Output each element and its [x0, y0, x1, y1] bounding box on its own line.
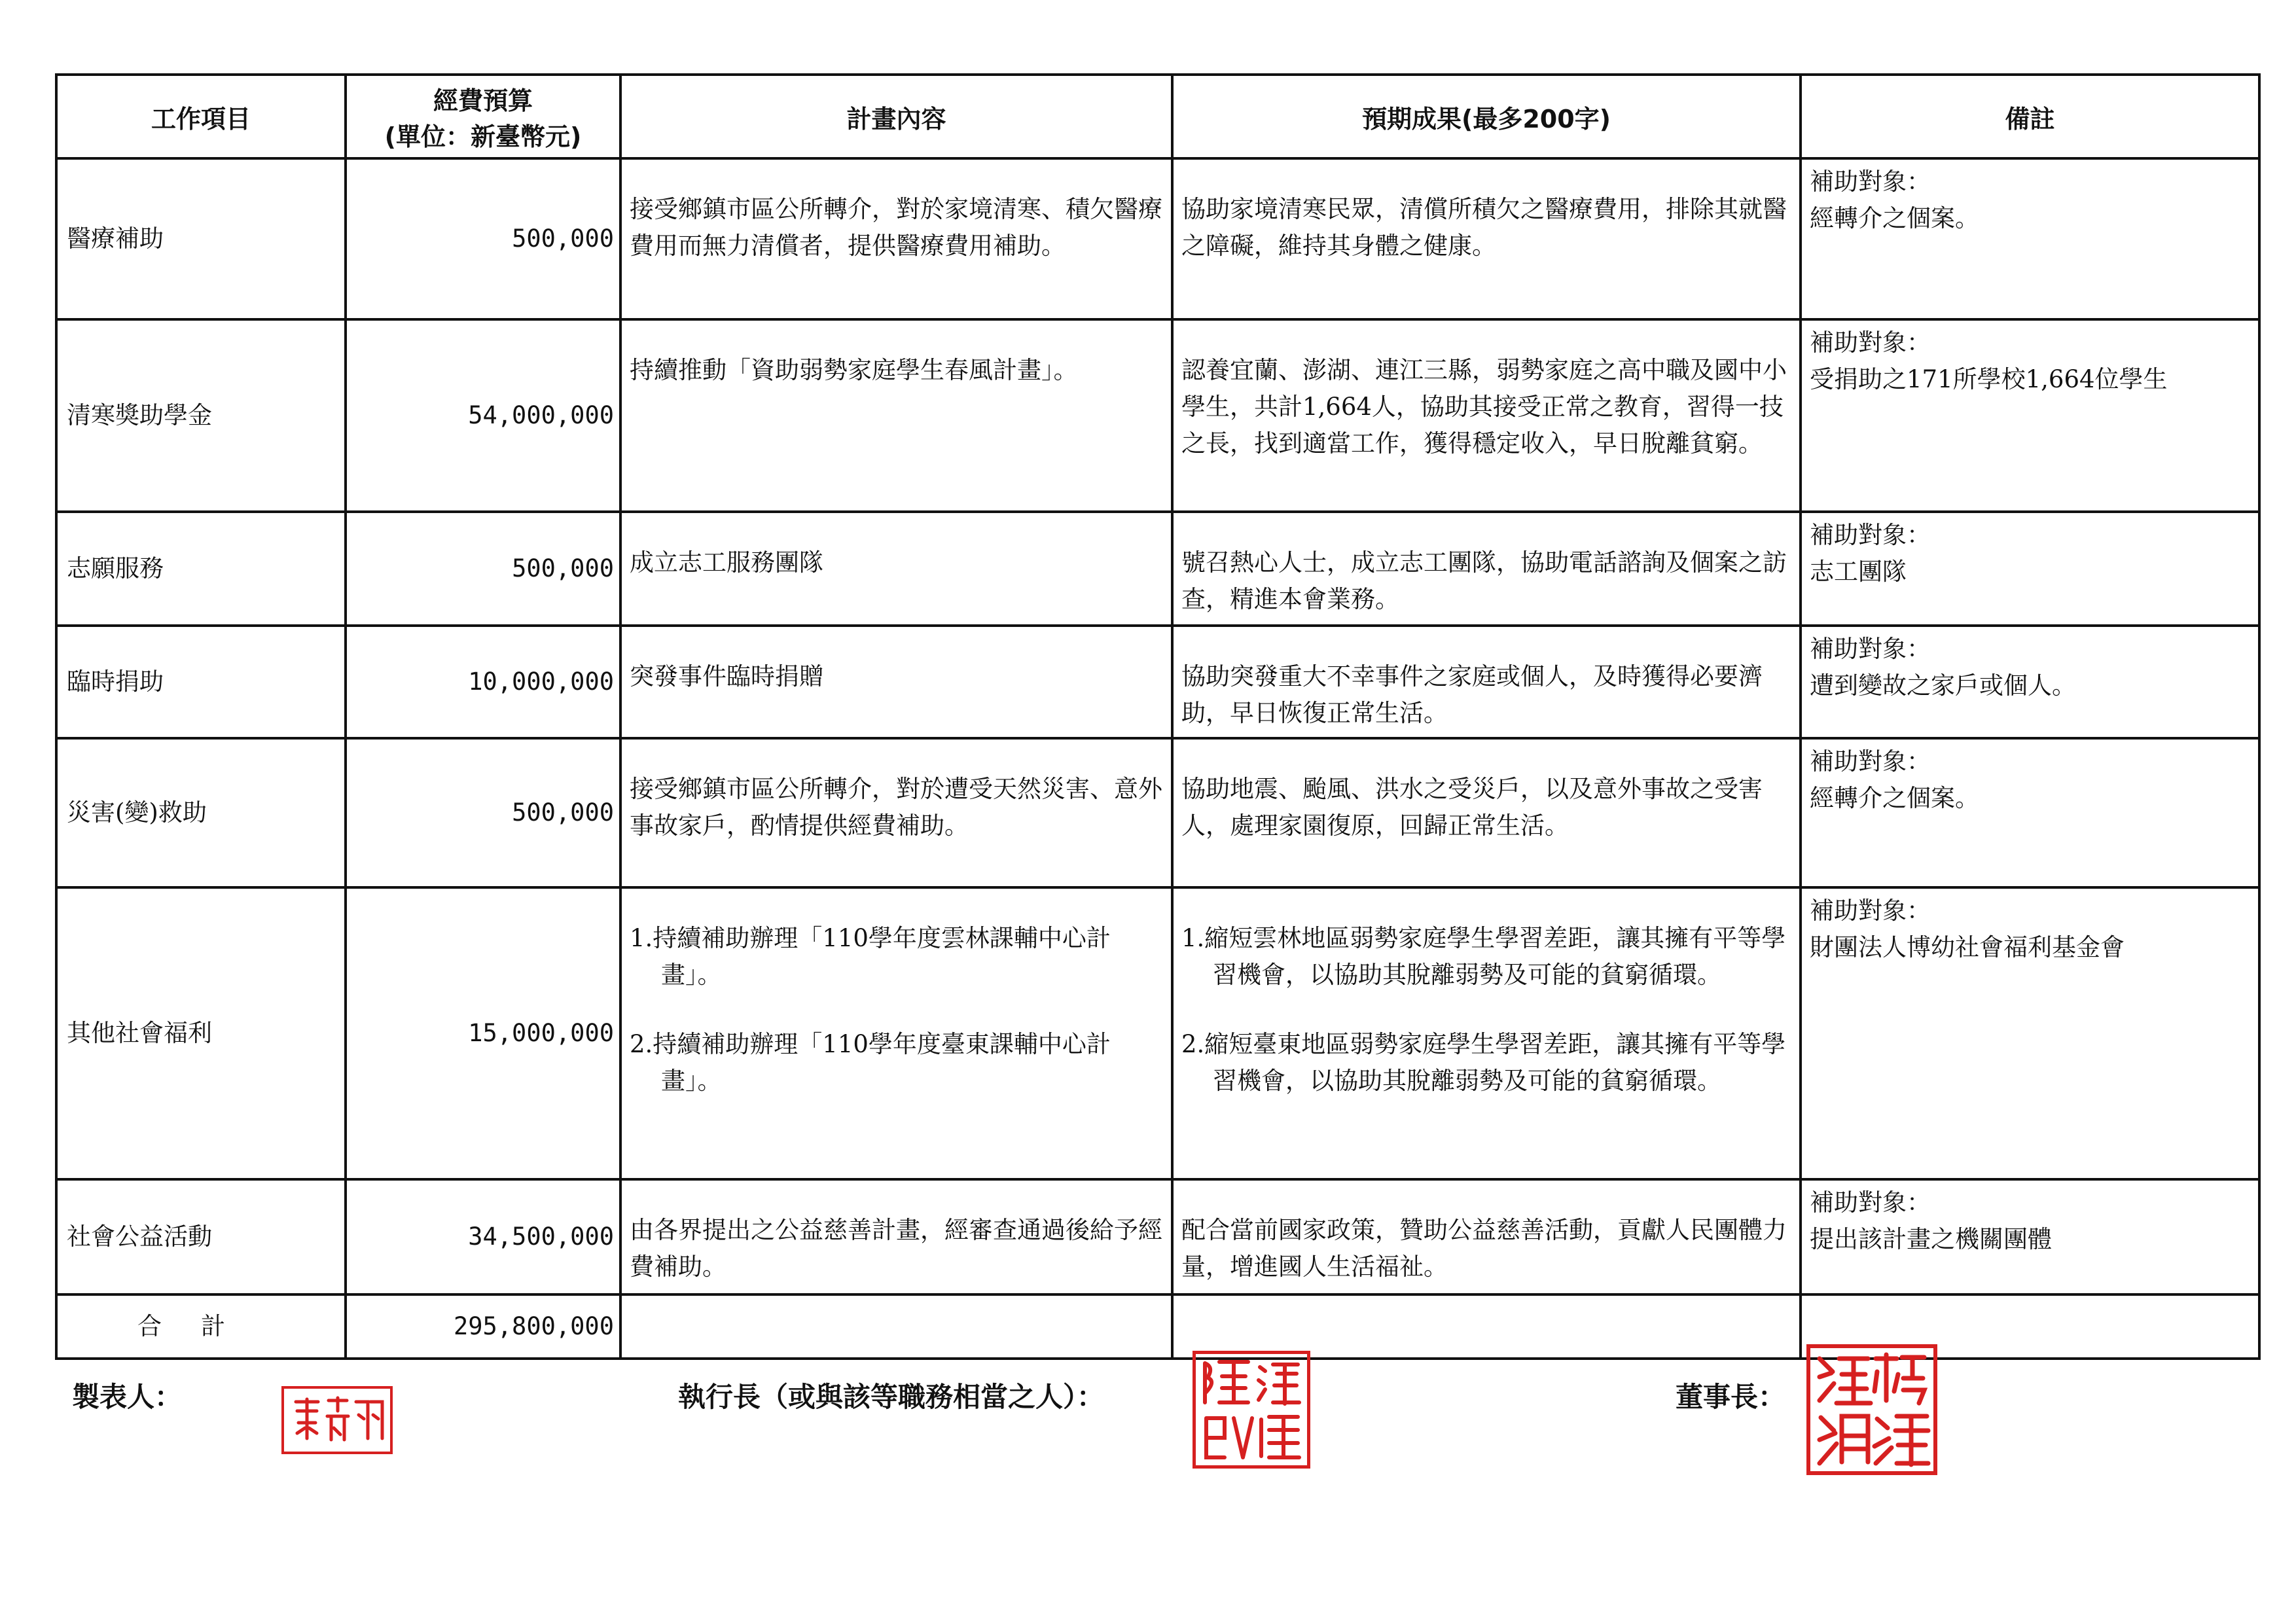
note-label: 補助對象： — [1810, 1188, 1931, 1217]
table-row — [56, 319, 2259, 512]
row-outcome: 協助家境清寒民眾，清償所積欠之醫療費用，排除其就醫之障礙，維持其身體之健康。 — [1172, 158, 1801, 319]
ceo-seal — [1193, 1351, 1310, 1469]
table-row — [56, 1179, 2259, 1294]
table-row — [56, 738, 2259, 887]
row-budget: 500,000 — [346, 158, 620, 319]
row-plan — [620, 887, 1172, 1179]
row-budget: 500,000 — [346, 738, 620, 887]
row-budget: 10,000,000 — [346, 626, 620, 738]
row-item: 臨時捐助 — [56, 626, 346, 738]
row-outcome: 配合當前國家政策，贊助公益慈善活動，貢獻人民團體力量，增進國人生活福祉。 — [1172, 1179, 1801, 1294]
table-row — [56, 626, 2259, 738]
total-label: 合計 — [56, 1294, 346, 1359]
total-outcome-empty — [1172, 1294, 1801, 1359]
note-label: 補助對象： — [1810, 897, 1931, 925]
row-note — [1801, 887, 2259, 1179]
row-note — [1801, 738, 2259, 887]
ceo-label: 執行長（或與該等職務相當之人）： — [678, 1381, 1105, 1413]
row-item: 災害(變)救助 — [56, 738, 346, 887]
row-note — [1801, 512, 2259, 626]
outcome-list — [1181, 920, 1791, 1099]
table-row — [56, 887, 2259, 1179]
header-plan: 計畫內容 — [620, 75, 1172, 158]
table-row — [56, 512, 2259, 626]
row-item: 社會公益活動 — [56, 1179, 346, 1294]
row-note — [1801, 626, 2259, 738]
total-plan-empty — [620, 1294, 1172, 1359]
row-outcome: 協助地震、颱風、洪水之受災戶，以及意外事故之受害人，處理家園復原，回歸正常生活。 — [1172, 738, 1801, 887]
note-label: 補助對象： — [1810, 329, 1931, 357]
budget-table — [55, 73, 2261, 1360]
note-value: 受捐助之171所學校1,664位學生 — [1810, 365, 2168, 393]
header-item: 工作項目 — [56, 75, 346, 158]
note-value: 經轉介之個案。 — [1810, 784, 1979, 812]
plan-list-item: 2.持續補助辦理「110學年度臺東課輔中心計畫」。 — [630, 1030, 1111, 1095]
note-label: 補助對象： — [1810, 635, 1931, 663]
total-budget: 295,800,000 — [346, 1294, 620, 1359]
row-budget: 15,000,000 — [346, 887, 620, 1179]
header-budget-line1: 經費預算 — [433, 86, 533, 115]
preparer-seal-graphic — [288, 1393, 386, 1448]
row-plan: 突發事件臨時捐贈 — [620, 626, 1172, 738]
chairman-label: 董事長： — [1676, 1381, 1786, 1413]
note-value: 遭到變故之家戶或個人。 — [1810, 671, 2076, 700]
row-outcome: 協助突發重大不幸事件之家庭或個人，及時獲得必要濟助，早日恢復正常生活。 — [1172, 626, 1801, 738]
table-row — [56, 158, 2259, 319]
note-label: 補助對象： — [1810, 747, 1931, 776]
row-item: 其他社會福利 — [56, 887, 346, 1179]
outcome-list-item: 2.縮短臺東地區弱勢家庭學生學習差距，讓其擁有平等學習機會，以協助其脫離弱勢及可能的貧窮循環。 — [1181, 1030, 1786, 1095]
plan-list — [630, 920, 1163, 1099]
row-item: 醫療補助 — [56, 158, 346, 319]
note-value: 提出該計畫之機關團體 — [1810, 1225, 2052, 1253]
header-budget-line2: (單位：新臺幣元) — [384, 122, 582, 151]
chairman-seal-graphic — [1810, 1348, 1933, 1471]
row-outcome — [1172, 887, 1801, 1179]
header-note: 備註 — [1801, 75, 2259, 158]
note-value: 經轉介之個案。 — [1810, 204, 1979, 232]
row-item: 清寒獎助學金 — [56, 319, 346, 512]
row-budget: 54,000,000 — [346, 319, 620, 512]
note-label: 補助對象： — [1810, 521, 1931, 549]
row-budget: 34,500,000 — [346, 1179, 620, 1294]
row-budget: 500,000 — [346, 512, 620, 626]
row-note — [1801, 158, 2259, 319]
row-note — [1801, 1179, 2259, 1294]
row-outcome: 認養宜蘭、澎湖、連江三縣，弱勢家庭之高中職及國中小學生，共計1,664人，協助其接受正常之教育，習得一技之長，找到適當工作，獲得穩定收入，早日脫離貧窮。 — [1172, 319, 1801, 512]
preparer-label: 製表人： — [72, 1381, 183, 1413]
row-item: 志願服務 — [56, 512, 346, 626]
preparer-seal — [281, 1386, 393, 1454]
note-value: 志工團隊 — [1810, 558, 1907, 586]
row-plan: 由各界提出之公益慈善計畫，經審查通過後給予經費補助。 — [620, 1179, 1172, 1294]
note-value: 財團法人博幼社會福利基金會 — [1810, 933, 2125, 961]
row-plan: 接受鄉鎮市區公所轉介，對於家境清寒、積欠醫療費用而無力清償者，提供醫療費用補助。 — [620, 158, 1172, 319]
row-plan: 持續推動「資助弱勢家庭學生春風計畫」。 — [620, 319, 1172, 512]
row-note — [1801, 319, 2259, 512]
header-outcome: 預期成果(最多200字) — [1172, 75, 1801, 158]
outcome-list-item: 1.縮短雲林地區弱勢家庭學生學習差距，讓其擁有平等學習機會，以協助其脫離弱勢及可能的貧窮循環。 — [1181, 924, 1786, 989]
plan-list-item: 1.持續補助辦理「110學年度雲林課輔中心計畫」。 — [630, 924, 1111, 989]
row-plan: 成立志工服務團隊 — [620, 512, 1172, 626]
header-budget — [346, 75, 620, 158]
header-row — [56, 75, 2259, 158]
note-label: 補助對象： — [1810, 168, 1931, 196]
ceo-seal-graphic — [1196, 1354, 1307, 1465]
row-plan: 接受鄉鎮市區公所轉介，對於遭受天然災害、意外事故家戶，酌情提供經費補助。 — [620, 738, 1172, 887]
chairman-seal — [1806, 1344, 1937, 1475]
row-outcome: 號召熱心人士，成立志工團隊，協助電話諮詢及個案之訪查，精進本會業務。 — [1172, 512, 1801, 626]
